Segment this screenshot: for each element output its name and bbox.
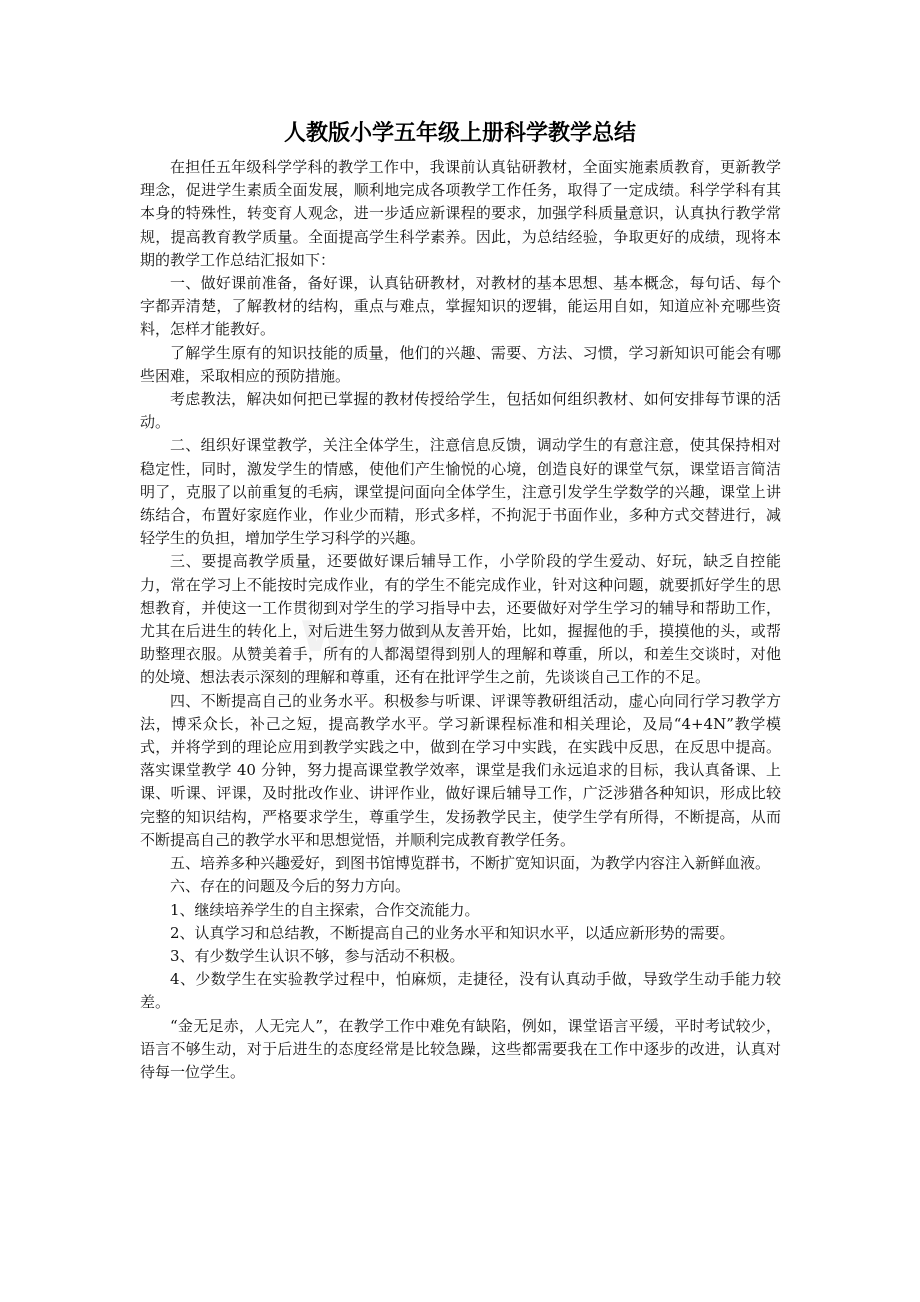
paragraph-section-1-students: 了解学生原有的知识技能的质量，他们的兴趣、需要、方法、习惯，学习新知识可能会有哪些困难，采取相应的预防措施。	[140, 343, 781, 385]
paragraph-section-6: 六、存在的问题及今后的努力方向。	[170, 877, 411, 896]
paragraph-section-3: 三、要提高教学质量，还要做好课后辅导工作，小学阶段的学生爱动、好玩，缺乏自控能力，常在学习上不能按时完成作业，有的学生不能完成作业，针对这种问题，就要抓好学生的思想教育，并使这一工作贯彻到对学生的学习指导中去，还要做好对学生学习的辅导和帮助工作，尤其在后进生的转化上，对后进生努力做到从友善开始，比如，握握他的手，摸摸他的头，或帮助整理衣服。从赞美着手，所有的人都渴望得到别人的理解和尊重，所以，和差生交谈时，对他的处境、想法表示深刻的理解和尊重，还有在批评学生之前，先谈谈自己工作的不足。	[140, 552, 781, 687]
list-item: 1、继续培养学生的自主探索，合作交流能力。	[170, 900, 480, 919]
watermark: www.	[300, 600, 481, 665]
paragraph-section-1-methods: 考虑教法，解决如何把已掌握的教材传授给学生，包括如何组织教材、如何安排每节课的活动。	[140, 390, 781, 432]
paragraph-section-2: 二、组织好课堂教学，关注全体学生，注意信息反馈，调动学生的有意注意，使其保持相对稳定性，同时，激发学生的情感，使他们产生愉悦的心境，创造良好的课堂气氛，课堂语言简洁明了，克服了以前重复的毛病，课堂提问面向全体学生，注意引发学生学数学的兴趣，课堂上讲练结合，布置好家庭作业，作业少而精，形式多样，不拘泥于书面作业，多种方式交替进行，减轻学生的负担，增加学生学习科学的兴趣。	[140, 436, 781, 548]
paragraph-conclusion: “金无足赤，人无完人”，在教学工作中难免有缺陷，例如，课堂语言平缓，平时考试较少，语言不够生动，对于后进生的态度经常是比较急躁，这些都需要我在工作中逐步的改进，认真对待每一位学生。	[140, 1016, 781, 1081]
paragraph-intro: 在担任五年级科学学科的教学工作中，我课前认真钻研教材，全面实施素质教育，更新教学理念，促进学生素质全面发展，顺利地完成各项教学工作任务，取得了一定成绩。科学学科有其本身的特殊性，转变育人观念，进一步适应新课程的要求，加强学科质量意识，认真执行教学常规，提高教育教学质量。全面提高学生科学素养。因此，为总结经验，争取更好的成绩，现将本期的教学工作总结汇报如下：	[140, 158, 781, 269]
document-body	[140, 156, 781, 1084]
paragraph-section-4: 四、不断提高自己的业务水平。积极参与听课、评课等教研组活动，虚心向同行学习教学方法，博采众长，补己之短，提高教学水平。学习新课程标准和相关理论，及局“4+4N”教学模式，并将学到的理论应用到教学实践之中，做到在学习中实践，在实践中反思，在反思中提高。落实课堂教学 40 分钟，努力提高课堂教学效率，课堂是我们永远追求的目标，我认真备课、上课、听课、评课，及时批改作业、讲评作业，做好课后辅导工作，广泛涉猎各种知识，形成比较完整的知识结构，严格要求学生，尊重学生，发扬教学民主，使学生学有所得，不断提高，从而不断提高自己的教学水平和思想觉悟，并顺利完成教育教学任务。	[140, 691, 781, 849]
paragraph-section-1: 一、做好课前准备，备好课，认真钻研教材，对教材的基本思想、基本概念，每句话、每个字都弄清楚，了解教材的结构，重点与难点，掌握知识的逻辑，能运用自如，知道应补充哪些资料，怎样才能教好。	[140, 274, 781, 339]
list-item: 4、少数学生在实验教学过程中，怕麻烦，走捷径，没有认真动手做，导致学生动手能力较差。	[140, 970, 781, 1012]
list-item: 3、有少数学生认识不够，参与活动不积极。	[170, 946, 465, 965]
paragraph-section-5: 五、培养多种兴趣爱好，到图书馆博览群书，不断扩宽知识面，为教学内容注入新鲜血液。	[170, 854, 771, 873]
document-title: 人教版小学五年级上册科学教学总结	[283, 121, 636, 146]
list-item: 2、认真学习和总结教，不断提高自己的业务水平和知识水平，以适应新形势的需要。	[170, 923, 735, 942]
